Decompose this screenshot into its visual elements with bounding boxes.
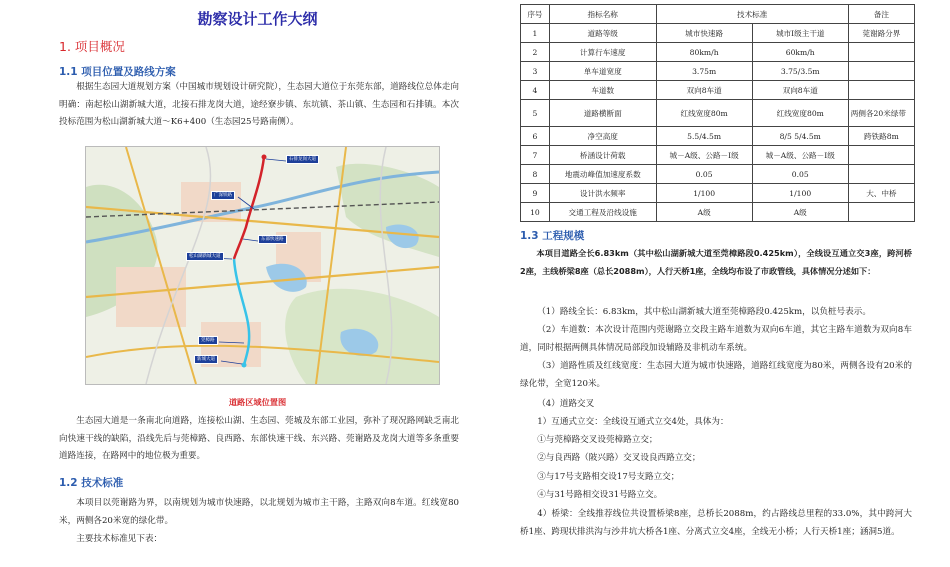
header-seq: 序号	[521, 5, 550, 24]
section-1-1-paragraph-2: 生态园大道是一条南北向道路，连接松山湖、生态园、莞城及东部工业园，弥补了现况路网缺乏南北向快速干线的缺陷，沿线先后与莞樟路、良西路、东部快速干线、东兴路、莞谢路及龙岗大道等多条重要道路连接，在路网中的地位极为重要。	[59, 416, 459, 462]
section-1-3-item-6: ①与莞樟路交叉设莞樟路立交；	[537, 435, 658, 445]
cell-note	[848, 62, 914, 81]
table-row	[521, 81, 915, 100]
cell-expressway: A级	[656, 203, 752, 222]
cell-arterial: 1/100	[752, 184, 848, 203]
cell-note	[848, 165, 914, 184]
cell-arterial: 城市Ⅰ级主干道	[752, 24, 848, 43]
cell-arterial: 双向8车道	[752, 81, 848, 100]
cell-no: 6	[521, 127, 550, 146]
table-row	[521, 62, 915, 81]
map-caption: 道路区域位置图	[228, 397, 287, 407]
section-1-3-item-1: （1）路线全长：6.83km，其中松山湖新城大道至莞樟路段0.425km，以负桩号表示。	[537, 307, 871, 317]
section-1-3-item-3: （3）道路性质及红线宽度：生态园大道为城市快速路，道路红线宽度为80米，两侧各设有20米的绿化带，全宽120米。	[520, 361, 912, 389]
section-1-3-summary: 本项目道路全长6.83km（其中松山湖新城大道至莞樟路段0.425km），全线设互通立交3座，跨河桥2座，主线桥梁8座（总长2088m），人行天桥1座，全线均布设了市政管线，具体情况分述如下：	[520, 248, 912, 276]
cell-expressway: 红线宽度80m	[656, 100, 752, 127]
cell-no: 5	[521, 100, 550, 127]
section-1-3-item-10: 4）桥梁：全线推荐线位共设置桥梁8座，总桥长2088m，约占路线总里程的33.0%，其中跨河大桥1座、跨现状排洪沟与沙井坑大桥各1座、分离式立交4座，全线无小桥；人行天桥1座；涵洞5道。	[520, 509, 912, 537]
cell-note: 跨铁路8m	[848, 127, 914, 146]
cell-name: 设计洪水频率	[549, 184, 656, 203]
map-graphic	[86, 147, 439, 384]
cell-arterial: 8/5 5/4.5m	[752, 127, 848, 146]
header-name: 指标名称	[549, 5, 656, 24]
cell-name: 道路等级	[549, 24, 656, 43]
section-1-2-paragraph-2: 主要技术标准见下表：	[76, 534, 163, 544]
cell-arterial: A级	[752, 203, 848, 222]
table-row	[521, 127, 915, 146]
cell-name: 净空高度	[549, 127, 656, 146]
cell-note	[848, 81, 914, 100]
cell-note	[848, 43, 914, 62]
section-1-1-heading: 1.1 项目位置及路线方案	[59, 66, 176, 78]
map-route-end-marker	[242, 363, 247, 368]
cell-expressway: 城市快速路	[656, 24, 752, 43]
section-1-2-paragraph: 本项目以莞谢路为界，以南规划为城市快速路，以北规划为城市主干路，主路双向8车道。红线宽80米，两侧各20米宽的绿化带。	[59, 498, 459, 526]
cell-note	[848, 146, 914, 165]
cell-expressway: 双向8车道	[656, 81, 752, 100]
cell-no: 8	[521, 165, 550, 184]
cell-no: 7	[521, 146, 550, 165]
cell-arterial: 红线宽度80m	[752, 100, 848, 127]
map-label-xincheng-avenue: 新城大道	[194, 355, 218, 364]
section-1-3-item-7: ②与良西路（陂兴路）交叉设良西路立交；	[537, 453, 701, 463]
section-1-3-item-9: ④与31号路相交设31号路立交。	[537, 490, 663, 500]
document-title: 勘察设计工作大纲	[197, 10, 318, 28]
right-page	[520, 0, 915, 567]
cell-expressway: 5.5/4.5m	[656, 127, 752, 146]
cell-no: 4	[521, 81, 550, 100]
cell-no: 3	[521, 62, 550, 81]
table-row	[521, 184, 915, 203]
cell-arterial: 3.75/3.5m	[752, 62, 848, 81]
cell-name: 交通工程及沿线设施	[549, 203, 656, 222]
cell-name: 桥涵设计荷载	[549, 146, 656, 165]
map-label-shipai-longgang: 石排龙岗大道	[286, 155, 319, 164]
left-page	[55, 0, 460, 567]
table-header-row	[521, 5, 915, 24]
cell-expressway: 80km/h	[656, 43, 752, 62]
table-row	[521, 203, 915, 222]
cell-expressway: 3.75m	[656, 62, 752, 81]
cell-note	[848, 203, 914, 222]
table-row	[521, 165, 915, 184]
cell-no: 1	[521, 24, 550, 43]
cell-no: 9	[521, 184, 550, 203]
section-1-heading: 1. 项目概况	[59, 39, 125, 54]
cell-arterial: 60km/h	[752, 43, 848, 62]
cell-arterial: 0.05	[752, 165, 848, 184]
header-standard: 技术标准	[656, 5, 848, 24]
cell-note: 两侧各20米绿带	[848, 100, 914, 127]
section-1-2-heading: 1.2 技术标准	[59, 477, 124, 489]
map-label-songshanhu: 松山湖新城大道	[186, 252, 224, 261]
section-1-3-heading: 1.3 工程规模	[520, 230, 585, 242]
cell-no: 10	[521, 203, 550, 222]
table-row	[521, 43, 915, 62]
map-label-guangshen-railway: 广深铁路	[211, 191, 235, 200]
location-map	[85, 146, 440, 385]
section-1-3-item-4: （4）道路交叉	[537, 399, 595, 409]
cell-arterial: 城－A级、公路－Ⅰ级	[752, 146, 848, 165]
cell-expressway: 0.05	[656, 165, 752, 184]
cell-name: 计算行车速度	[549, 43, 656, 62]
section-1-3-item-5: 1）互通式立交：全线设互通式立交4处，具体为：	[537, 417, 729, 427]
section-1-3-item-2: （2）车道数：本次设计范围内莞谢路立交段主路车道数为双向6车道，其它主路车道数为双向8车道，同时根据两侧具体情况局部段加设辅路及非机动车系统。	[520, 325, 912, 353]
map-route-start-marker	[262, 155, 267, 160]
cell-expressway: 城－A级、公路－Ⅰ级	[656, 146, 752, 165]
section-1-1-paragraph: 根据生态园大道规划方案（中国城市规划设计研究院），生态园大道位于东莞东部，道路线位总体走向明确：南起松山湖新城大道，北接石排龙岗大道，途经寮步镇、东坑镇、茶山镇、生态园和石排镇。本次投标范围为松山湖新城大道～K6+400（生态园25号路南侧）。	[59, 82, 459, 128]
cell-name: 单车道宽度	[549, 62, 656, 81]
cell-name: 地震动峰值加速度系数	[549, 165, 656, 184]
cell-note: 莞谢路分界	[848, 24, 914, 43]
cell-name: 车道数	[549, 81, 656, 100]
cell-note: 大、中桥	[848, 184, 914, 203]
section-1-3-item-8: ③与17号支路相交设17号支路立交；	[537, 472, 680, 482]
cell-no: 2	[521, 43, 550, 62]
tech-standard-table	[520, 4, 915, 222]
header-note: 备注	[848, 5, 914, 24]
table-row	[521, 24, 915, 43]
map-label-guanzhang-road: 莞樟路	[198, 336, 218, 345]
cell-expressway: 1/100	[656, 184, 752, 203]
table-row	[521, 146, 915, 165]
cell-name: 道路横断面	[549, 100, 656, 127]
map-label-east-expressway: 东部快速路	[258, 235, 287, 244]
table-row	[521, 100, 915, 127]
